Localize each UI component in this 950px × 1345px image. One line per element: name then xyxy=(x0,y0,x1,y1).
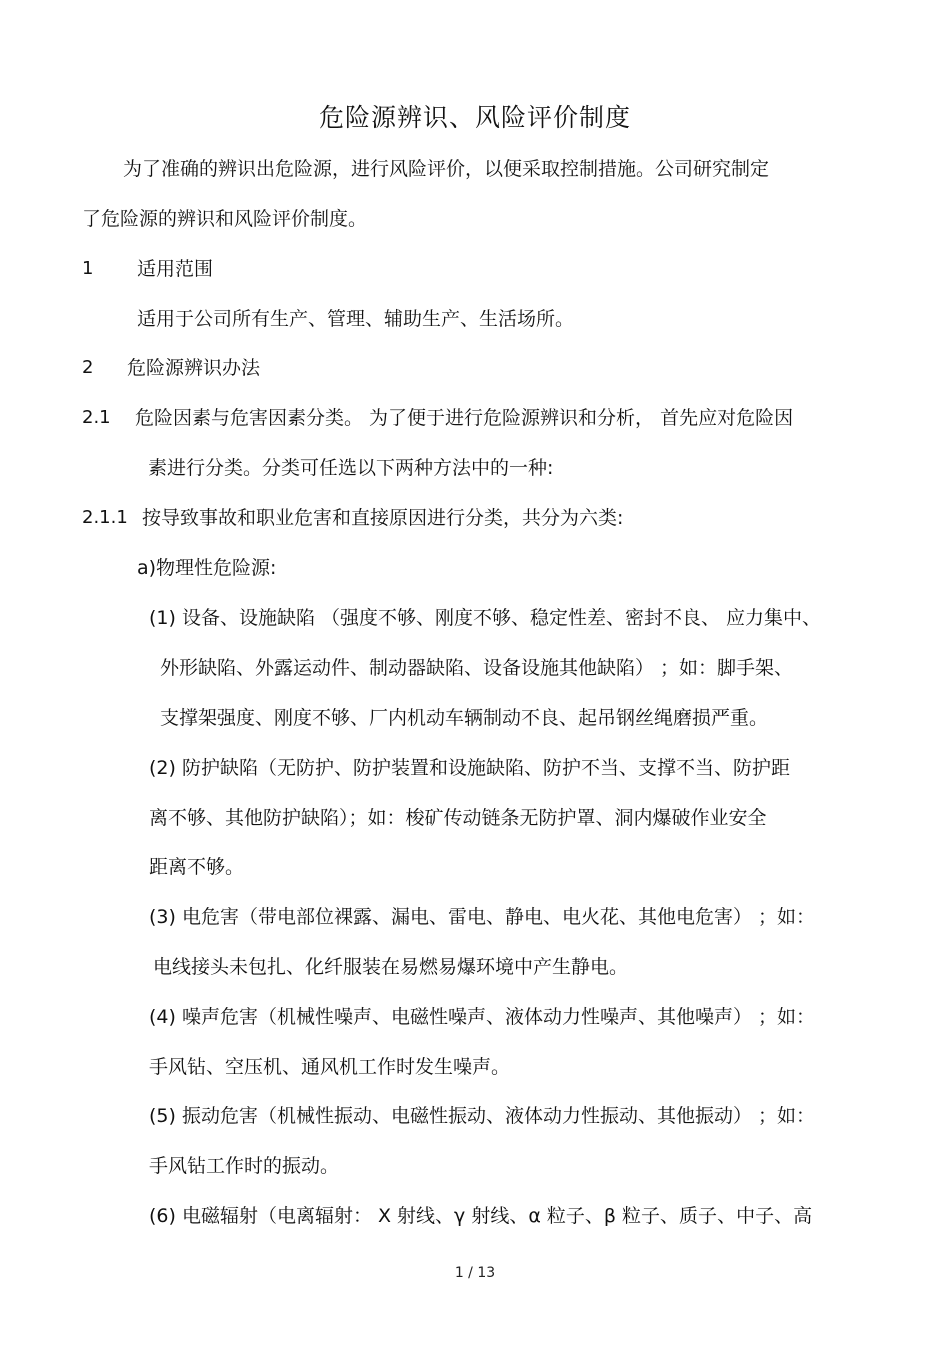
page-indicator: 1 / 13 xyxy=(454,1265,496,1281)
item-3-line-2: 电线接头未包扎、化纤服装在易燃易爆环境中产生静电。 xyxy=(153,956,629,978)
section-2-title: 危险源辨识办法 xyxy=(127,357,261,379)
intro-line-1: 为了准确的辨识出危险源，进行风险评价，以便采取控制措施。公司研究制定 xyxy=(123,158,770,180)
item-5-line-1: (5) 振动危害（机械性振动、电磁性振动、液体动力性振动、其他振动） ；如： xyxy=(149,1105,815,1127)
item-1-line-2: 外形缺陷、外露运动件、制动器缺陷、设备设施其他缺陷） ；如：脚手架、 xyxy=(160,657,794,679)
item-4-line-1: (4) 噪声危害（机械性噪声、电磁性噪声、液体动力性噪声、其他噪声） ；如： xyxy=(149,1006,815,1028)
section-2-1-1-number: 2.1.1 xyxy=(82,507,128,528)
section-2-1-line-2: 素进行分类。分类可任选以下两种方法中的一种: xyxy=(148,457,554,479)
item-5-line-2: 手风钻工作时的振动。 xyxy=(149,1155,340,1177)
item-1-line-3: 支撑架强度、刚度不够、厂内机动车辆制动不良、起吊钢丝绳磨损严重。 xyxy=(160,707,769,729)
item-3-line-1: (3) 电危害（带电部位裸露、漏电、雷电、静电、电火花、其他电危害） ；如： xyxy=(149,906,815,928)
section-2-1-1-text: 按导致事故和职业危害和直接原因进行分类，共分为六类: xyxy=(142,507,624,529)
section-1-title: 适用范围 xyxy=(137,258,214,280)
item-1-line-1: (1) 设备、设施缺陷 （强度不够、刚度不够、稳定性差、密封不良、 应力集中、 xyxy=(149,607,822,629)
page-title: 危险源辨识、风险评价制度 xyxy=(318,103,631,132)
section-1-body: 适用于公司所有生产、管理、辅助生产、生活场所。 xyxy=(137,308,575,330)
section-1-number: 1 xyxy=(82,258,94,279)
item-2-line-3: 距离不够。 xyxy=(149,856,245,878)
section-2-1-number: 2.1 xyxy=(82,407,111,428)
item-2-line-1: (2) 防护缺陷（无防护、防护装置和设施缺陷、防护不当、支撑不当、防护距 xyxy=(149,757,790,779)
section-2-1-line-1: 危险因素与危害因素分类。 为了便于进行危险源辨识和分析， 首先应对危险因 xyxy=(135,407,794,429)
item-4-line-2: 手风钻、空压机、通风机工作时发生噪声。 xyxy=(149,1056,511,1078)
item-a: a)物理性危险源: xyxy=(137,557,277,579)
intro-line-2: 了危险源的辨识和风险评价制度。 xyxy=(82,208,368,230)
item-2-line-2: 离不够、其他防护缺陷）；如：梭矿传动链条无防护罩、洞内爆破作业安全 xyxy=(149,807,767,829)
section-2-number: 2 xyxy=(82,357,94,378)
item-6-line-1: (6) 电磁辐射（电离辐射： X 射线、γ 射线、α 粒子、β 粒子、质子、中子、高 xyxy=(149,1205,813,1227)
